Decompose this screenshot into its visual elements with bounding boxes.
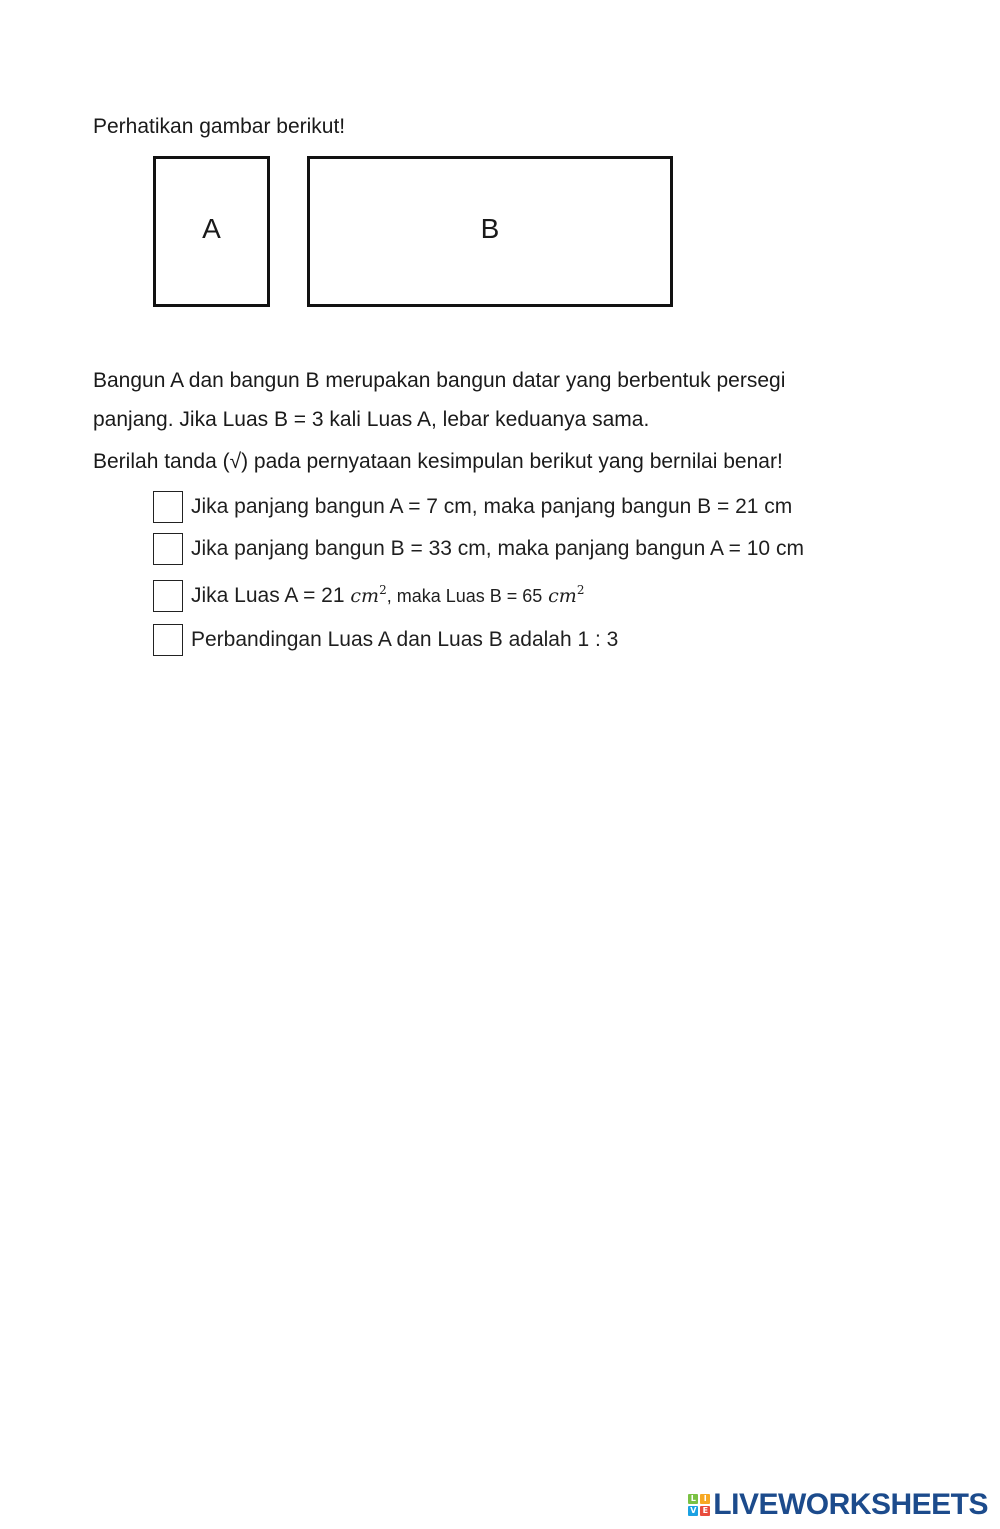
problem-text-line-2: panjang. Jika Luas B = 3 kali Luas A, lebar keduanya sama. bbox=[93, 408, 650, 431]
logo-cell: E bbox=[700, 1506, 710, 1516]
statement-checkbox[interactable] bbox=[153, 580, 183, 612]
logo-cell: I bbox=[700, 1494, 710, 1504]
liveworksheets-logo bbox=[688, 1488, 988, 1522]
unit-cm: $cm^2$ bbox=[350, 583, 387, 607]
rectangle-a bbox=[153, 156, 270, 307]
statement-text bbox=[191, 584, 584, 608]
statement-option bbox=[153, 532, 804, 566]
statement-text: Jika panjang bangun A = 7 cm, maka panjang bangun B = 21 cm bbox=[191, 495, 793, 518]
statement-checkbox[interactable] bbox=[153, 624, 183, 656]
statement-prefix: Jika Luas A = 21 bbox=[191, 584, 345, 607]
logo-text: LIVEWORKSHEETS bbox=[713, 1488, 988, 1521]
unit-cm-2: $cm^2$ bbox=[548, 583, 585, 607]
statement-option bbox=[153, 623, 618, 657]
logo-cell: V bbox=[690, 1506, 697, 1515]
logo-grid-icon bbox=[688, 1494, 710, 1516]
problem-text-line-1: Bangun A dan bangun B merupakan bangun datar yang berbentuk persegi bbox=[93, 369, 786, 392]
rectangle-b-label: B bbox=[480, 212, 500, 244]
logo-cell: L bbox=[688, 1494, 698, 1504]
statement-checkbox[interactable] bbox=[153, 533, 183, 565]
statement-text: Perbandingan Luas A dan Luas B adalah 1 : 3 bbox=[191, 628, 619, 651]
statement-checkbox[interactable] bbox=[153, 491, 183, 523]
intro-instruction: Perhatikan gambar berikut! bbox=[93, 115, 346, 138]
rectangle-a-label: A bbox=[202, 212, 221, 244]
rectangle-b bbox=[307, 156, 673, 307]
statement-text: Jika panjang bangun B = 33 cm, maka panjang bangun A = 10 cm bbox=[191, 537, 804, 560]
statement-middle: , maka Luas B = 65 bbox=[386, 586, 543, 606]
statement-option bbox=[153, 490, 792, 524]
problem-text-line-3: Berilah tanda (√) pada pernyataan kesimpulan berikut yang bernilai benar! bbox=[93, 450, 783, 473]
statement-option bbox=[153, 579, 584, 613]
